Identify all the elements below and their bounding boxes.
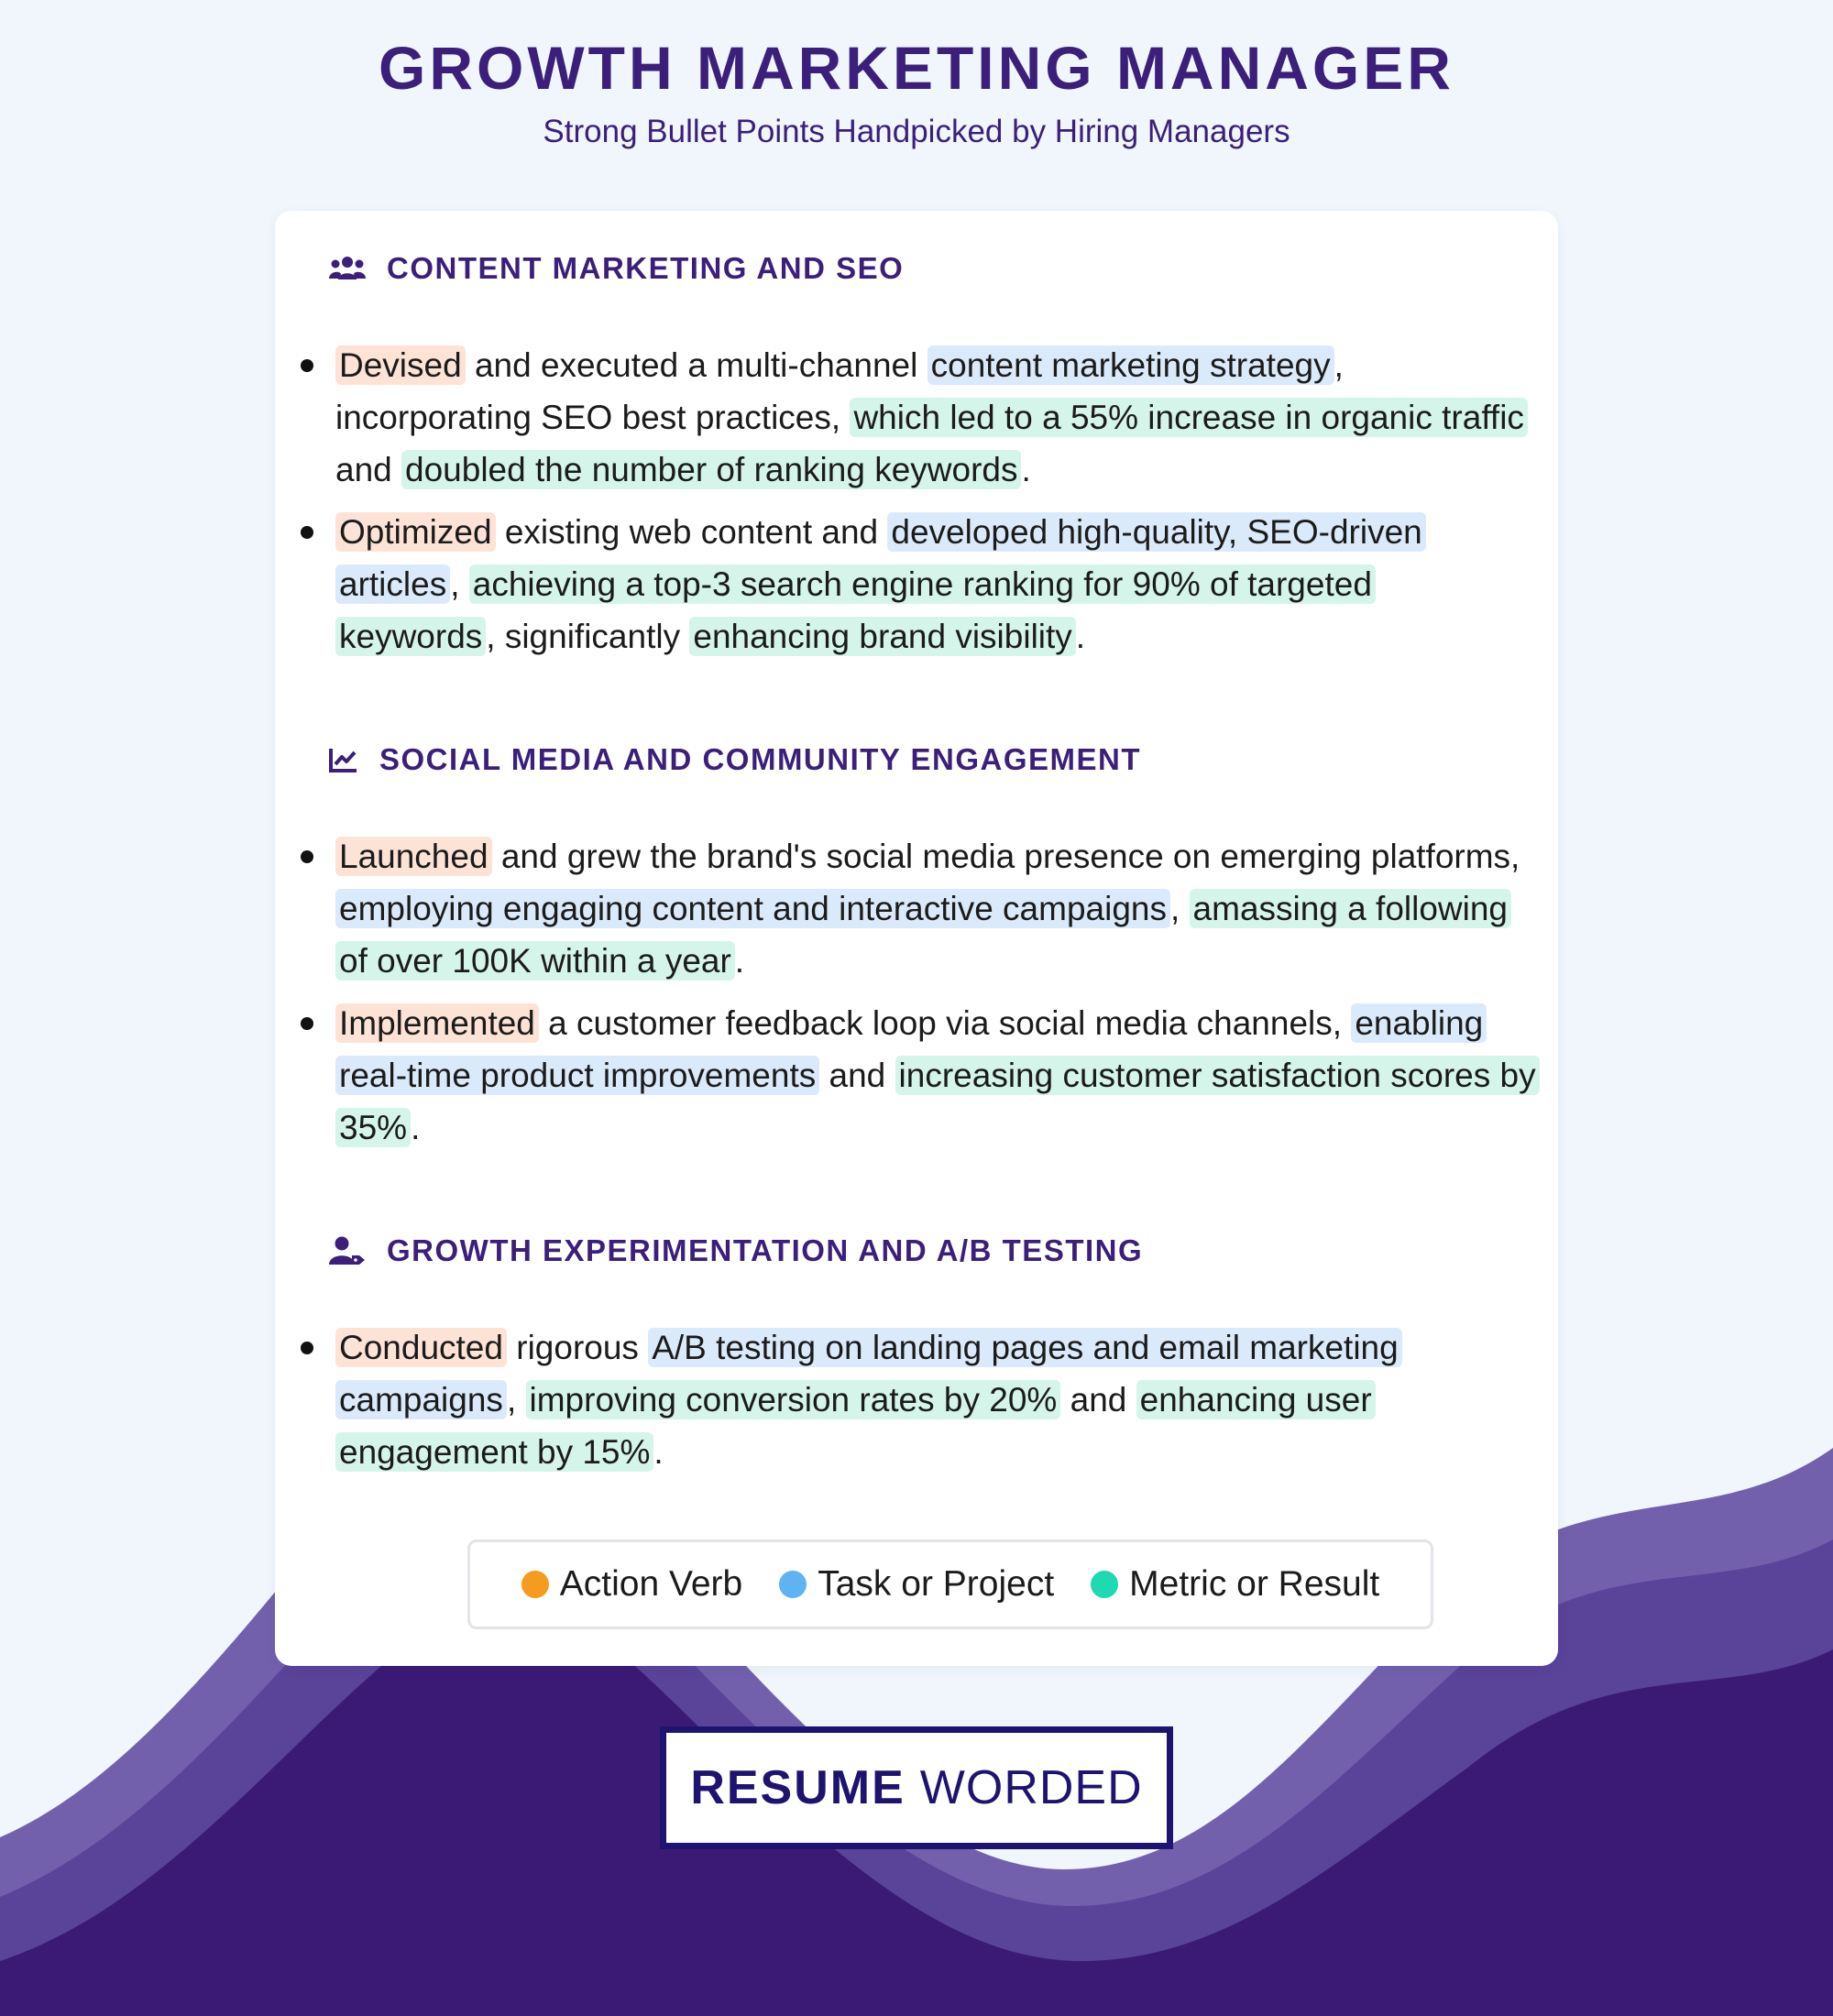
bullet-text: a customer feedback loop via social media channels, [538, 1004, 1352, 1042]
action-verb-highlight: Implemented [335, 1003, 539, 1043]
bullet-text: . [411, 1109, 421, 1146]
teal-dot-icon [1091, 1571, 1118, 1598]
bullet-text: and [1060, 1381, 1136, 1419]
blue-dot-icon [779, 1571, 807, 1598]
resume-worded-logo[interactable] [660, 1726, 1173, 1849]
metric-highlight: improving conversion rates by 20% [526, 1380, 1061, 1419]
metric-highlight: enhancing user engagement by 15% [335, 1380, 1376, 1472]
metric-highlight: amassing a following of over 100K within a year [335, 889, 1511, 981]
bullet-item [335, 506, 1536, 663]
metric-highlight: increasing customer satisfaction scores by 35% [335, 1056, 1540, 1147]
bullet-text: , [506, 1381, 526, 1419]
action-verb-highlight: Devised [335, 345, 466, 385]
bullet-item [335, 339, 1536, 496]
bullet-text: and executed a multi-channel [465, 346, 927, 384]
bullet-text: , [1169, 890, 1190, 927]
section-heading: CONTENT MARKETING AND SEO [328, 251, 904, 286]
legend-item-task-or-project: Task or Project [779, 1564, 1054, 1605]
bullet-text: , significantly [486, 618, 690, 655]
bullet-text: , incorporating SEO best practices, [335, 346, 1344, 436]
logo-word-resume: RESUME [690, 1761, 906, 1814]
bullet-text: rigorous [506, 1329, 649, 1366]
bullet-text: , [450, 565, 469, 603]
logo-word-worded: WORDED [919, 1761, 1143, 1814]
bullet-item [335, 830, 1536, 987]
task-highlight: developed high-quality, SEO-driven articles [335, 512, 1426, 604]
bullet-item [335, 997, 1536, 1154]
metric-highlight: which led to a 55% increase in organic traffic [850, 398, 1528, 437]
bullet-list [335, 830, 1536, 1164]
page-title: GROWTH MARKETING MANAGER [379, 34, 1454, 102]
bullet-text: . [1021, 451, 1031, 488]
action-verb-highlight: Optimized [335, 512, 496, 552]
task-highlight: employing engaging content and interactive campaigns [335, 889, 1170, 928]
bullet-text: and [819, 1057, 895, 1094]
bullet-text: . [653, 1433, 664, 1471]
task-highlight: content marketing strategy [927, 345, 1334, 385]
section-heading: SOCIAL MEDIA AND COMMUNITY ENGAGEMENT [328, 742, 1141, 777]
bullet-text: and [335, 451, 402, 488]
user-tag-icon [328, 1235, 367, 1266]
section-heading: GROWTH EXPERIMENTATION AND A/B TESTING [328, 1233, 1143, 1268]
metric-highlight: doubled the number of ranking keywords [401, 450, 1021, 489]
legend-item-action-verb: Action Verb [521, 1564, 742, 1605]
chart-line-icon [328, 746, 359, 773]
bullet-item [335, 1321, 1536, 1478]
metric-highlight: achieving a top-3 search engine ranking for 90% of targeted keywords [335, 564, 1376, 656]
metric-highlight: enhancing brand visibility [689, 617, 1075, 656]
bullet-text: . [1075, 618, 1086, 655]
legend-item-metric-or-result: Metric or Result [1091, 1564, 1379, 1605]
legend [467, 1539, 1433, 1629]
bullet-text: existing web content and [495, 513, 888, 551]
bullet-text: and grew the brand's social media presence on emerging platforms, [491, 838, 1520, 875]
orange-dot-icon [521, 1571, 549, 1598]
task-highlight: enabling real-time product improvements [335, 1003, 1487, 1095]
action-verb-highlight: Conducted [335, 1328, 507, 1367]
resume-card [275, 211, 1558, 1666]
page-subtitle: Strong Bullet Points Handpicked by Hiring Managers [543, 114, 1290, 149]
bullet-list [335, 1321, 1536, 1488]
bullet-text: . [734, 942, 745, 980]
users-icon [328, 254, 367, 283]
task-highlight: A/B testing on landing pages and email marketing campaigns [335, 1328, 1402, 1419]
bullet-list [335, 339, 1536, 673]
action-verb-highlight: Launched [335, 837, 492, 876]
